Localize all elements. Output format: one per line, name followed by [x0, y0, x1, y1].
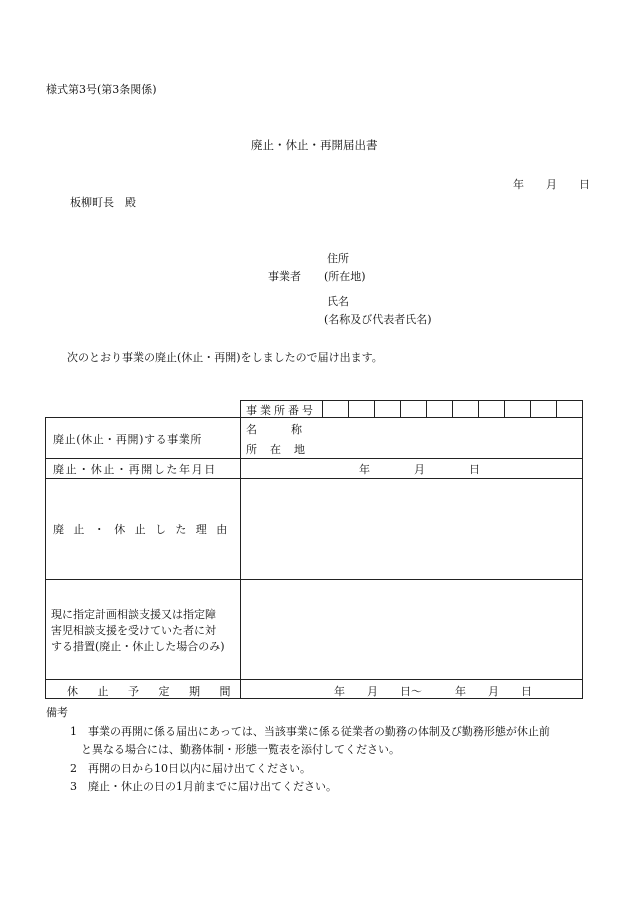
address-label: 住所: [327, 252, 349, 265]
measures-label-line3: する措置(廃止・休止した場合のみ): [51, 640, 225, 653]
reason-label: 廃止・休止した理由: [53, 523, 237, 536]
date-row-label: 廃止・休止・再開した年月日: [53, 463, 217, 476]
notification-table: [45, 400, 583, 699]
address-sub-label: (所在地): [324, 270, 366, 283]
name-sub-label: (名称及び代表者氏名): [324, 313, 432, 326]
office-number-label: 事業所番号: [246, 404, 316, 417]
name-label: 氏名: [327, 295, 349, 308]
notes-heading: 備考: [46, 706, 68, 719]
note-1-line1: 1 事業の再開に係る届出にあっては、当該事業に係る従業者の勤務の体制及び勤務形態が休止前: [70, 725, 550, 738]
form-number: 様式第3号(第3条関係): [46, 83, 157, 96]
measures-label-line2: 害児相談支援を受けていた者に対: [51, 624, 216, 637]
period-label: 休止予定期間: [67, 685, 250, 698]
note-3: 3 廃止・休止の日の1月前までに届け出てください。: [70, 780, 337, 793]
date-value: 年 月 日: [359, 463, 480, 476]
note-2: 2 再開の日から10日以内に届け出てください。: [70, 762, 311, 775]
period-value: 年 月 日～ 年 月 日: [334, 685, 532, 698]
statement: 次のとおり事業の廃止(休止・再開)をしましたので届け出ます。: [67, 351, 383, 364]
recipient: 板柳町長 殿: [70, 196, 136, 209]
document-title: 廃止・休止・再開届出書: [251, 138, 378, 152]
date-line: 年 月 日: [513, 178, 590, 191]
office-location-label: 所在地: [246, 443, 318, 456]
office-name-label: 名称: [246, 423, 336, 436]
office-row-label: 廃止(休止・再開)する事業所: [53, 433, 202, 446]
measures-label-line1: 現に指定計画相談支援又は指定障: [51, 608, 216, 621]
applicant-label: 事業者: [268, 270, 301, 283]
note-1-line2: と異なる場合には、勤務体制・形態一覧表を添付してください。: [81, 743, 400, 756]
